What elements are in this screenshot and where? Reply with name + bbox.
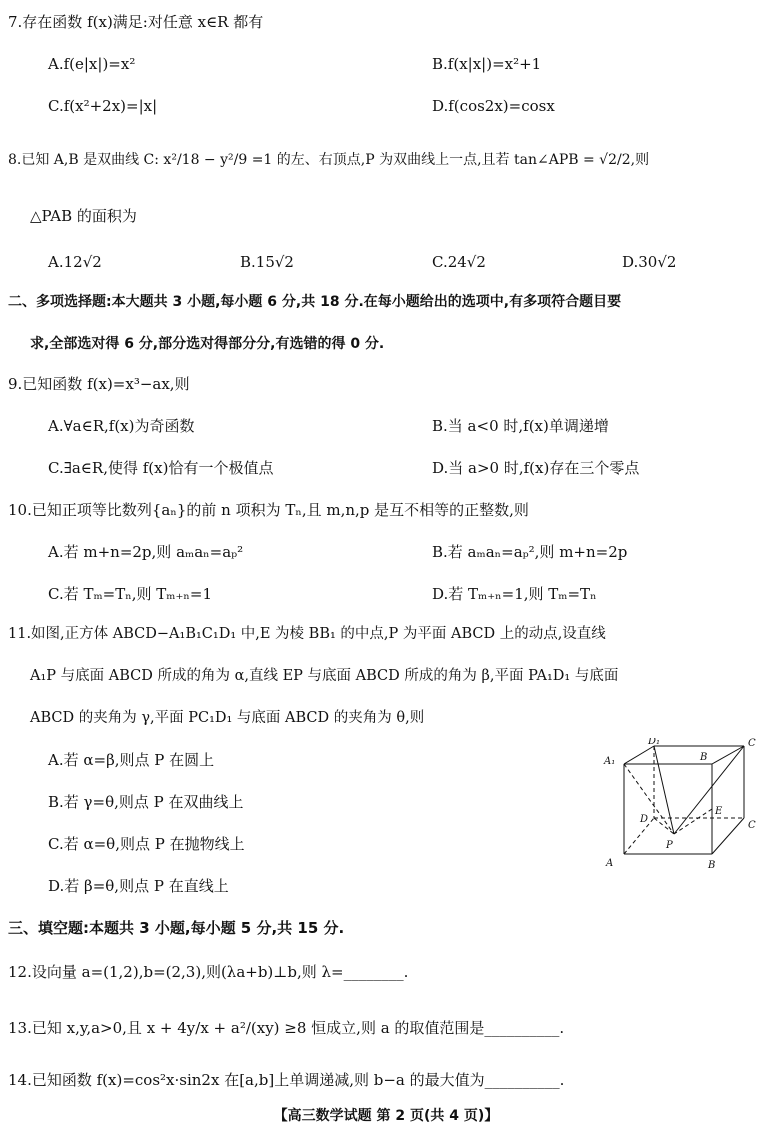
label-c1: C xyxy=(748,738,756,749)
q9-option-d: D.当 a>0 时,f(x)存在三个零点 xyxy=(432,459,640,477)
q11-option-b: B.若 γ=θ,则点 P 在双曲线上 xyxy=(48,793,244,811)
label-d1: D₁ xyxy=(648,738,661,747)
q9-option-c: C.∃a∈R,使得 f(x)恰有一个极值点 xyxy=(48,459,274,477)
q11-option-d: D.若 β=θ,则点 P 在直线上 xyxy=(48,877,229,895)
label-a: A xyxy=(606,858,614,869)
q7-option-b: B.f(x|x|)=x²+1 xyxy=(432,55,542,73)
edge-a1-d1 xyxy=(624,746,654,764)
q12-text: 12.设向量 a=(1,2),b=(2,3),则(λa+b)⊥b,则 λ=________. xyxy=(8,963,409,981)
q7-option-d: D.f(cos2x)=cosx xyxy=(432,97,555,115)
q14-text: 14.已知函数 f(x)=cos²x·sin2x 在[a,b]上单调递减,则 b−a 的最大值为__________. xyxy=(8,1071,565,1089)
q13-text: 13.已知 x,y,a>0,且 x + 4y/x + a²/(xy) ≥8 恒成立,则 a 的取值范围是__________. xyxy=(8,1019,565,1037)
section2-line1: 二、多项选择题:本大题共 3 小题,每小题 6 分,共 18 分.在每小题给出的选项中,有多项符合题目要 xyxy=(8,294,622,310)
q10-option-a: A.若 m+n=2p,则 aₘaₙ=aₚ² xyxy=(48,543,244,561)
q7-option-c: C.f(x²+2x)=|x| xyxy=(48,97,158,115)
q8-option-c: C.24√2 xyxy=(432,253,486,271)
edge-b1-c1 xyxy=(712,746,744,764)
edge-a-d xyxy=(624,818,654,854)
label-a1: A₁ xyxy=(604,756,616,767)
q9-option-b: B.当 a<0 时,f(x)单调递增 xyxy=(432,417,609,435)
q8-option-d: D.30√2 xyxy=(622,253,677,271)
q7-stem: 7.存在函数 f(x)满足:对任意 x∈R 都有 xyxy=(8,13,264,31)
line-e-p xyxy=(674,809,712,834)
q7-option-a: A.f(e|x|)=x² xyxy=(48,55,136,73)
q10-stem: 10.已知正项等比数列{aₙ}的前 n 项积为 Tₙ,且 m,n,p 是互不相等的正整数,则 xyxy=(8,501,529,519)
label-b1: B xyxy=(700,752,708,763)
label-e: E xyxy=(715,806,723,817)
section2-line2: 求,全部选对得 6 分,部分选对得部分分,有选错的得 0 分. xyxy=(30,336,385,352)
q10-option-b: B.若 aₘaₙ=aₚ²,则 m+n=2p xyxy=(432,543,628,561)
q9-stem: 9.已知函数 f(x)=x³−ax,则 xyxy=(8,375,190,393)
label-p: P xyxy=(666,840,673,851)
q8-stem: 8.已知 A,B 是双曲线 C: x²/18 − y²/9 =1 的左、右顶点,P 为双曲线上一点,且若 tan∠APB = √2/2,则 xyxy=(8,152,650,168)
q11-line2: A₁P 与底面 ABCD 所成的角为 α,直线 EP 与底面 ABCD 所成的角为 β,平面 PA₁D₁ 与底面 xyxy=(30,668,619,684)
q8-option-b: B.15√2 xyxy=(240,253,294,271)
line-c1-p xyxy=(674,746,744,834)
q9-option-a: A.∀a∈R,f(x)为奇函数 xyxy=(48,417,195,435)
label-b: B xyxy=(708,860,716,871)
page-footer: 【高三数学试题 第 2 页(共 4 页)】 xyxy=(273,1108,499,1124)
q11-line1: 11.如图,正方体 ABCD−A₁B₁C₁D₁ 中,E 为棱 BB₁ 的中点,P 为平面 ABCD 上的动点,设直线 xyxy=(8,626,606,642)
edge-b-c xyxy=(712,818,744,854)
label-d: D xyxy=(640,814,649,825)
q8-stem-2: △PAB 的面积为 xyxy=(30,207,137,225)
line-d1-p xyxy=(654,746,674,834)
q11-option-a: A.若 α=β,则点 P 在圆上 xyxy=(48,751,215,769)
q11-line3: ABCD 的夹角为 γ,平面 PC₁D₁ 与底面 ABCD 的夹角为 θ,则 xyxy=(30,710,425,726)
q10-option-c: C.若 Tₘ=Tₙ,则 Tₘ₊ₙ=1 xyxy=(48,585,213,603)
q11-option-c: C.若 α=θ,则点 P 在抛物线上 xyxy=(48,835,245,853)
section3-title: 三、填空题:本题共 3 小题,每小题 5 分,共 15 分. xyxy=(8,919,345,937)
q8-option-a: A.12√2 xyxy=(48,253,102,271)
q10-option-d: D.若 Tₘ₊ₙ=1,则 Tₘ=Tₙ xyxy=(432,585,597,603)
label-c: C xyxy=(748,820,756,831)
cube-figure xyxy=(602,738,772,878)
